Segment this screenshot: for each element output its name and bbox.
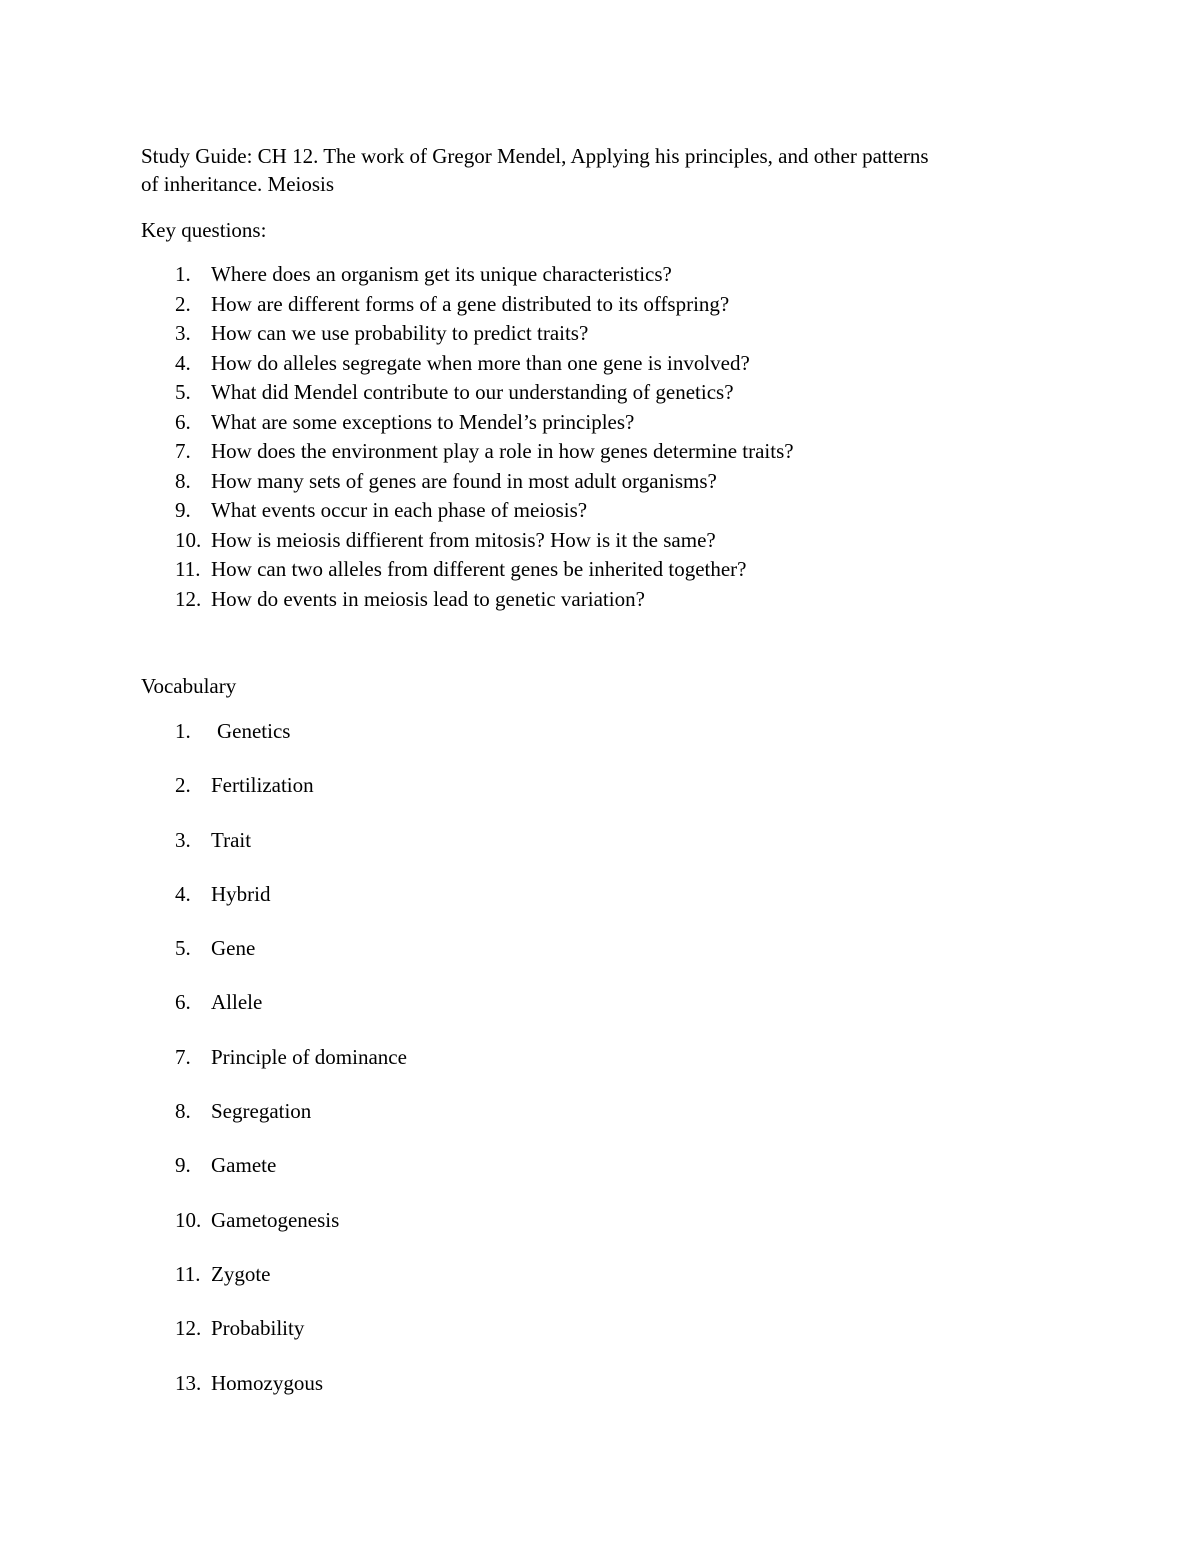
key-question-item xyxy=(141,585,794,615)
key-question-item-number-text: 6. xyxy=(175,409,191,434)
key-question-item xyxy=(141,319,794,349)
vocabulary-item xyxy=(141,987,407,1041)
vocabulary-item-number-text: 4. xyxy=(175,881,191,906)
vocabulary-item-number xyxy=(141,987,211,1017)
key-question-item-number xyxy=(141,260,211,290)
key-question-item-text: How does the environment play a role in how genes determine traits? xyxy=(211,439,794,463)
key-question-item-number xyxy=(141,319,211,349)
vocabulary-item-number xyxy=(141,1096,211,1126)
vocabulary-item-number-text: 5. xyxy=(175,936,191,961)
key-question-item-number-text: 3. xyxy=(175,321,191,345)
key-question-item-text: How can two alleles from different genes be inherited together? xyxy=(211,557,747,581)
key-question-item xyxy=(141,408,794,438)
vocabulary-item-text: Trait xyxy=(211,827,252,852)
vocabulary-item-number xyxy=(141,770,211,800)
key-questions-heading: Key questions: xyxy=(141,218,267,242)
key-question-item xyxy=(141,378,794,408)
vocabulary-item-number-text: 9. xyxy=(175,1153,191,1178)
key-question-item-text: How do alleles segregate when more than one gene is involved? xyxy=(211,350,750,375)
vocabulary-item-number xyxy=(141,933,211,963)
key-question-item-text: How do events in meiosis lead to genetic variation? xyxy=(211,586,645,611)
key-question-item-number-text: 10. xyxy=(175,527,202,552)
key-question-item-number xyxy=(141,437,211,467)
vocabulary-item-number-text: 12. xyxy=(175,1316,202,1341)
vocabulary-item-number-text: 3. xyxy=(175,827,191,852)
title-line-1: Study Guide: CH 12. The work of Gregor Mendel, Applying his principles, and other patterns xyxy=(141,144,929,168)
vocabulary-item xyxy=(141,770,407,824)
key-question-item-number xyxy=(141,467,211,497)
key-question-item-text: How are different forms of a gene distributed to its offspring? xyxy=(211,291,730,316)
vocabulary-item-number-text: 6. xyxy=(175,990,191,1015)
key-question-item-text: How many sets of genes are found in most adult organisms? xyxy=(211,468,717,493)
key-question-item xyxy=(141,526,794,556)
vocabulary-item-text: Gene xyxy=(211,936,256,961)
vocabulary-item-number xyxy=(141,879,211,909)
document-title xyxy=(141,142,1061,198)
vocabulary-item-text: Zygote xyxy=(211,1261,271,1286)
document-page xyxy=(141,0,1061,1553)
vocabulary-item-number-text: 13. xyxy=(175,1370,202,1395)
vocabulary-item-number-text: 10. xyxy=(175,1207,202,1232)
vocabulary-item-number xyxy=(141,1313,211,1343)
vocabulary-item xyxy=(141,1150,407,1204)
vocabulary-item xyxy=(141,825,407,879)
vocabulary-item-number xyxy=(141,1150,211,1180)
key-question-item xyxy=(141,349,794,379)
key-question-item-number-text: 9. xyxy=(175,498,191,522)
key-question-item-number-text: 2. xyxy=(175,291,191,316)
vocabulary-item xyxy=(141,1368,407,1422)
key-question-item xyxy=(141,260,794,290)
vocabulary-item-number xyxy=(141,716,211,746)
vocabulary-item-number xyxy=(141,1259,211,1289)
vocabulary-item xyxy=(141,1096,407,1150)
key-question-item xyxy=(141,437,794,467)
key-question-item-number-text: 5. xyxy=(175,380,191,404)
key-question-item xyxy=(141,290,794,320)
key-question-item-number-text: 1. xyxy=(175,262,191,286)
vocabulary-item xyxy=(141,716,407,770)
key-question-item-text: Where does an organism get its unique characteristics? xyxy=(211,262,672,286)
vocabulary-item-number xyxy=(141,1042,211,1072)
key-question-item xyxy=(141,496,794,526)
vocabulary-item-text: Homozygous xyxy=(211,1370,323,1395)
vocabulary-item-text: Gametogenesis xyxy=(211,1207,340,1232)
vocabulary-item-text: Principle of dominance xyxy=(211,1044,407,1069)
key-question-item-text: What are some exceptions to Mendel’s principles? xyxy=(211,409,635,434)
key-question-item-text: What did Mendel contribute to our understanding of genetics? xyxy=(211,380,734,404)
key-question-item-number-text: 4. xyxy=(175,350,191,375)
vocabulary-item-text: Segregation xyxy=(211,1099,312,1124)
vocabulary-item-text: Gamete xyxy=(211,1153,277,1178)
vocabulary-item-text: Probability xyxy=(211,1316,305,1341)
key-question-item-number-text: 8. xyxy=(175,468,191,493)
title-line-2: of inheritance. Meiosis xyxy=(141,172,335,196)
vocabulary-item xyxy=(141,1205,407,1259)
vocabulary-item-number-text: 1. xyxy=(175,719,191,743)
key-question-item-number xyxy=(141,290,211,320)
vocabulary-list xyxy=(141,716,407,1422)
key-question-item-number xyxy=(141,349,211,379)
key-question-item-number xyxy=(141,585,211,615)
vocabulary-item-text: Allele xyxy=(211,990,263,1015)
vocabulary-item-number-text: 11. xyxy=(175,1261,201,1286)
key-question-item-text: What events occur in each phase of meiosis? xyxy=(211,498,588,522)
vocabulary-item xyxy=(141,879,407,933)
vocabulary-item-number-text: 2. xyxy=(175,773,191,798)
vocabulary-item xyxy=(141,1042,407,1096)
key-question-item-number-text: 7. xyxy=(175,439,191,463)
vocabulary-item-number xyxy=(141,825,211,855)
key-question-item-number xyxy=(141,555,211,585)
vocabulary-item-text: Fertilization xyxy=(211,773,314,798)
key-question-item xyxy=(141,555,794,585)
key-question-item-number xyxy=(141,496,211,526)
vocabulary-item xyxy=(141,1259,407,1313)
key-question-item-text: How can we use probability to predict traits? xyxy=(211,321,589,345)
key-question-item xyxy=(141,467,794,497)
vocabulary-item-number xyxy=(141,1205,211,1235)
vocabulary-item-number xyxy=(141,1368,211,1398)
vocabulary-item-number-text: 7. xyxy=(175,1044,191,1069)
key-question-item-number xyxy=(141,526,211,556)
key-question-item-text: How is meiosis diffierent from mitosis? How is it the same? xyxy=(211,527,716,552)
key-question-item-number xyxy=(141,408,211,438)
key-questions-list xyxy=(141,260,794,614)
vocabulary-item xyxy=(141,933,407,987)
key-question-item-number-text: 12. xyxy=(175,586,202,611)
vocabulary-heading: Vocabulary xyxy=(141,674,237,698)
vocabulary-item-text: Hybrid xyxy=(211,881,271,906)
vocabulary-item-text: Genetics xyxy=(217,719,291,743)
key-question-item-number-text: 11. xyxy=(175,557,201,581)
vocabulary-item xyxy=(141,1313,407,1367)
key-question-item-number xyxy=(141,378,211,408)
vocabulary-item-number-text: 8. xyxy=(175,1099,191,1124)
